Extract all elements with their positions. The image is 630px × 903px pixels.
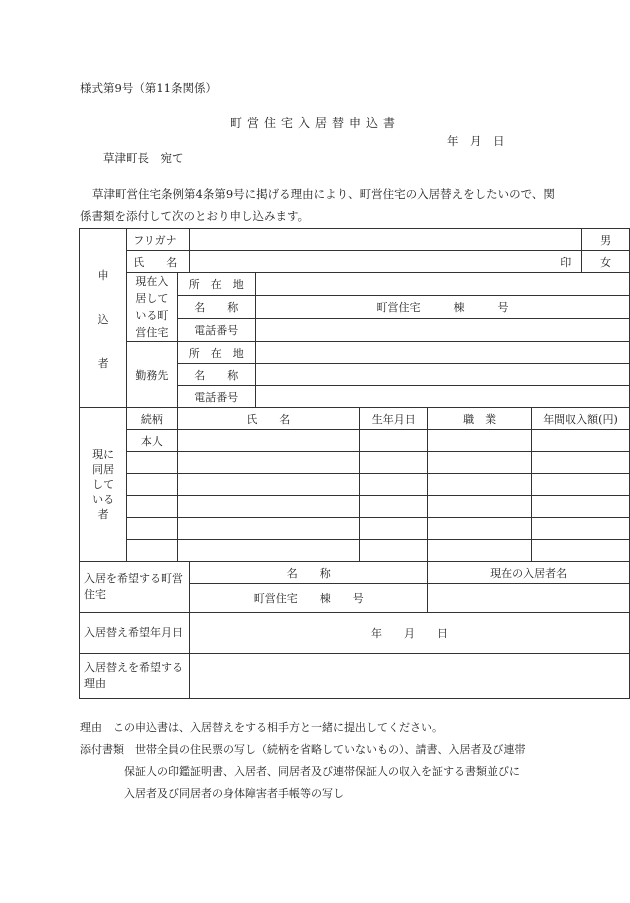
desired-name-header: 名 称 (190, 562, 428, 584)
work-name-label: 名 称 (177, 364, 255, 386)
household-birthdate-cell[interactable] (360, 452, 428, 474)
household-header-name: 氏 名 (177, 408, 360, 430)
household-income-cell[interactable] (531, 496, 629, 518)
household-row (80, 540, 630, 562)
reason-note: 理由 この申込書は、入居替えをする相手方と一緒に提出してください。 (80, 721, 443, 734)
household-header-income: 年間収入額(円) (531, 408, 629, 430)
household-birthdate-cell[interactable] (360, 496, 428, 518)
work-phone-label: 電話番号 (177, 386, 255, 408)
reason-label: 入居替えを希望する理由 (80, 654, 190, 699)
housing-address-field[interactable] (255, 273, 629, 296)
household-header-relation: 続柄 (127, 408, 177, 430)
move-date-field[interactable]: 年 月 日 (190, 613, 630, 654)
attachments-line-1: 添付書類 世帯全員の住民票の写し（続柄を省略していないもの）、請書、入居者及び連帯 (80, 743, 526, 756)
work-name-field[interactable] (255, 364, 629, 386)
household-birthdate-cell[interactable] (360, 540, 428, 562)
household-header-birthdate: 生年月日 (360, 408, 428, 430)
desired-housing-label: 入居を希望する町営住宅 (80, 562, 190, 613)
household-name-cell[interactable] (177, 474, 360, 496)
work-address-label: 所 在 地 (177, 342, 255, 364)
attachments-line-3: 入居者及び同居者の身体障害者手帳等の写し (124, 787, 344, 800)
housing-phone-field[interactable] (255, 319, 629, 342)
household-birthdate-cell[interactable] (360, 474, 428, 496)
applicant-section-label: 申 込 者 (80, 229, 127, 408)
household-row (80, 430, 630, 452)
notes (80, 717, 526, 805)
housing-address-label: 所 在 地 (177, 273, 255, 296)
household-relation-cell[interactable] (127, 518, 177, 540)
household-occupation-cell[interactable] (428, 474, 532, 496)
seal-mark: 印 (560, 255, 572, 269)
household-occupation-cell[interactable] (428, 496, 532, 518)
household-relation-cell[interactable] (127, 452, 177, 474)
name-field[interactable] (190, 251, 582, 273)
household-income-cell[interactable] (531, 430, 629, 452)
household-section-label: 現に同居している者 (80, 408, 127, 562)
desired-housing-field[interactable]: 町営住宅 棟 号 (190, 584, 428, 613)
housing-phone-label: 電話番号 (177, 319, 255, 342)
household-income-cell[interactable] (531, 540, 629, 562)
household-row (80, 518, 630, 540)
household-birthdate-cell[interactable] (360, 430, 428, 452)
household-relation-cell[interactable] (127, 540, 177, 562)
household-row (80, 474, 630, 496)
housing-name-label: 名 称 (177, 296, 255, 319)
intro-text: 草津町営住宅条例第4条第9号に掲げる理由により、町営住宅の入居替えをしたいので、関係書類を添付して次のとおり申し込みます。 (80, 187, 555, 223)
move-date-label: 入居替え希望年月日 (80, 613, 190, 654)
household-income-cell[interactable] (531, 518, 629, 540)
household-row (80, 496, 630, 518)
reason-field[interactable] (190, 654, 630, 699)
current-resident-field[interactable] (428, 584, 630, 613)
gender-female[interactable]: 女 (582, 251, 630, 273)
household-relation-self: 本人 (127, 430, 177, 452)
household-income-cell[interactable] (531, 474, 629, 496)
furigana-label: フリガナ (127, 229, 190, 251)
current-resident-header: 現在の入居者名 (428, 562, 630, 584)
household-occupation-cell[interactable] (428, 518, 532, 540)
household-name-cell[interactable] (177, 496, 360, 518)
page-title: 町営住宅入居替申込書 (229, 116, 400, 130)
addressee: 草津町長 宛て (103, 151, 184, 165)
household-name-cell[interactable] (177, 540, 360, 562)
date-line: 年 月 日 (447, 134, 505, 148)
application-form-table (79, 228, 630, 699)
workplace-label: 勤務先 (127, 342, 177, 408)
household-birthdate-cell[interactable] (360, 518, 428, 540)
name-label: 氏 名 (127, 251, 190, 273)
attachments-line-2: 保証人の印鑑証明書、入居者、同居者及び連帯保証人の収入を証する書類並びに (124, 765, 520, 778)
current-housing-label: 現在入居している町営住宅 (127, 273, 177, 342)
household-income-cell[interactable] (531, 452, 629, 474)
work-address-field[interactable] (255, 342, 629, 364)
household-occupation-cell[interactable] (428, 540, 532, 562)
household-relation-cell[interactable] (127, 496, 177, 518)
household-header-occupation: 職 業 (428, 408, 532, 430)
household-name-cell[interactable] (177, 430, 360, 452)
household-row (80, 452, 630, 474)
household-name-cell[interactable] (177, 452, 360, 474)
form-number: 様式第9号（第11条関係） (80, 81, 217, 95)
household-occupation-cell[interactable] (428, 430, 532, 452)
furigana-field[interactable] (190, 229, 582, 251)
household-name-cell[interactable] (177, 518, 360, 540)
housing-name-field[interactable]: 町営住宅 棟 号 (255, 296, 629, 319)
household-relation-cell[interactable] (127, 474, 177, 496)
gender-male[interactable]: 男 (582, 229, 630, 251)
household-occupation-cell[interactable] (428, 452, 532, 474)
work-phone-field[interactable] (255, 386, 629, 408)
